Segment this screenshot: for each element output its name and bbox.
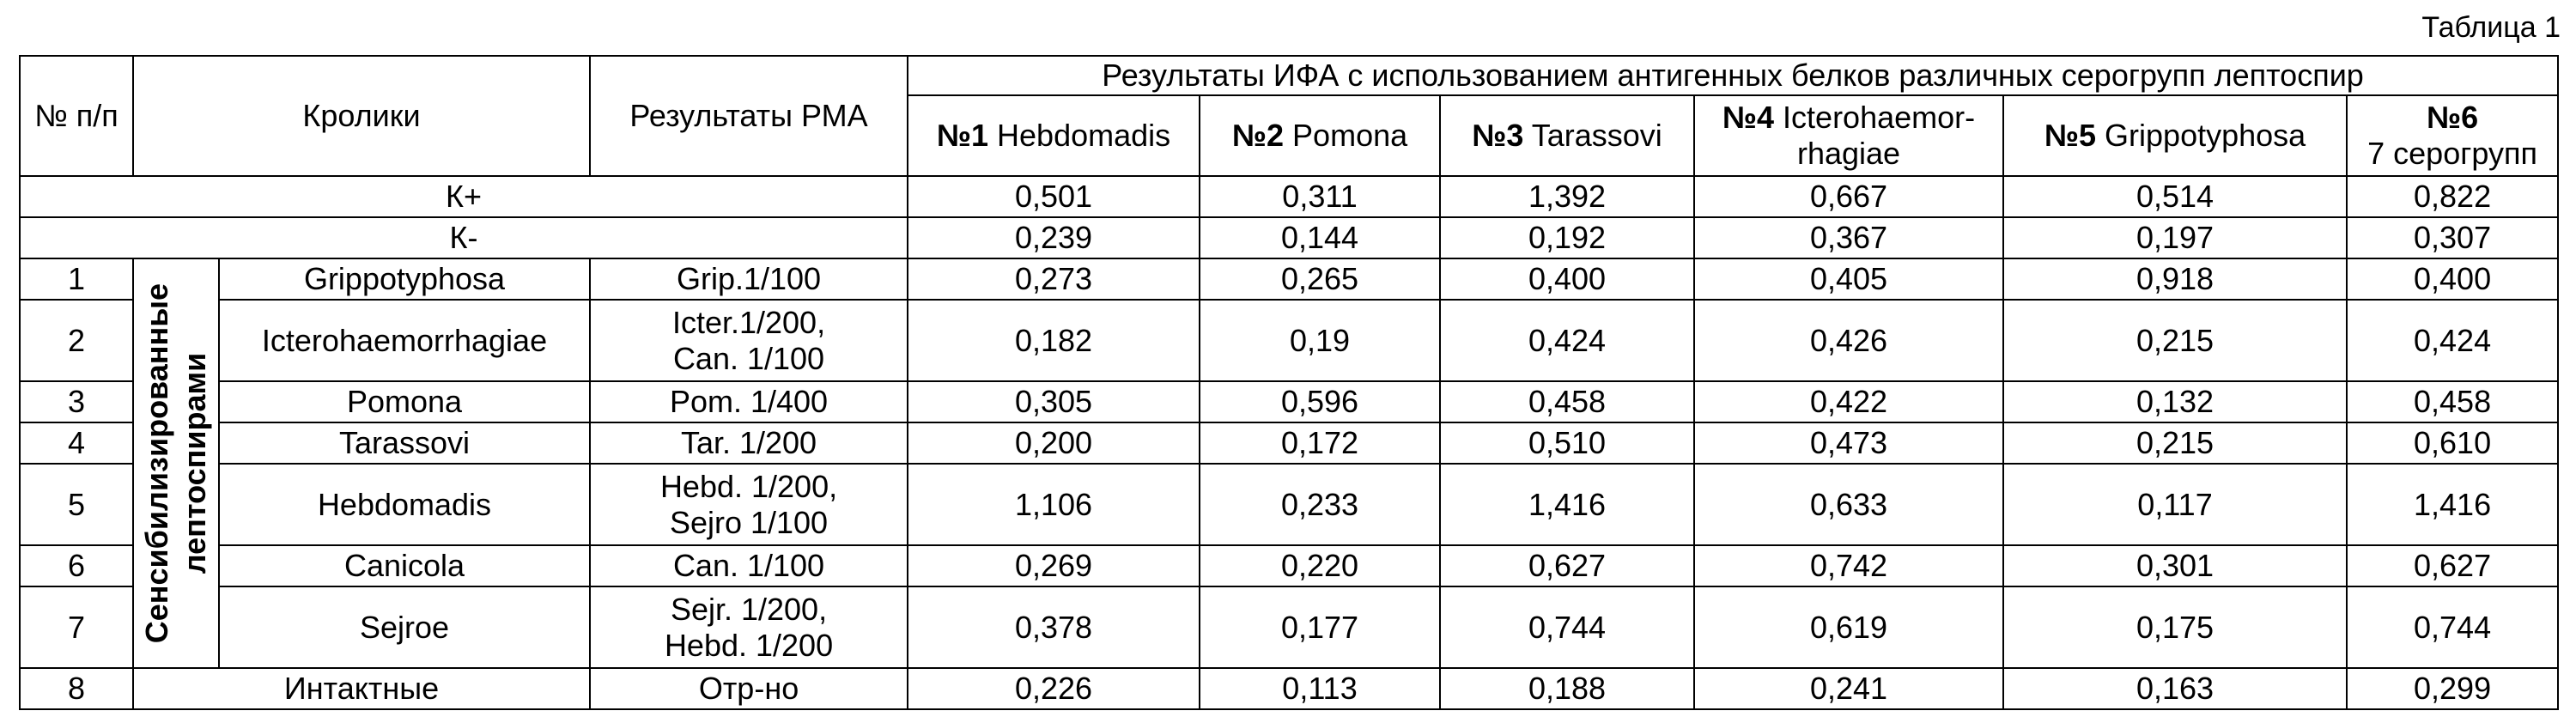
rabbit-name: Pomona [219, 381, 590, 422]
row-number: 4 [20, 422, 133, 464]
value-cell: 0,215 [2003, 300, 2347, 381]
rma-result: Sejr. 1/200, Hebd. 1/200 [590, 586, 908, 668]
row-number: 2 [20, 300, 133, 381]
value-cell: 0,742 [1694, 545, 2003, 586]
value-cell: 0,182 [908, 300, 1200, 381]
value-cell: 0,619 [1694, 586, 2003, 668]
header-col-1: №1 Hebdomadis [908, 95, 1200, 176]
rabbit-name: Sejroe [219, 586, 590, 668]
value-cell: 0,422 [1694, 381, 2003, 422]
value-cell: 0,113 [1200, 668, 1440, 709]
table-row [20, 258, 2558, 300]
value-cell: 0,239 [908, 217, 1200, 258]
value-cell: 0,458 [1440, 381, 1694, 422]
row-number: 1 [20, 258, 133, 300]
value-cell: 0,510 [1440, 422, 1694, 464]
table-row [20, 381, 2558, 422]
rabbit-name: Canicola [219, 545, 590, 586]
rma-result: Icter.1/200, Can. 1/100 [590, 300, 908, 381]
group-label: Сенсибилизированные лептоспирами [133, 258, 219, 668]
value-cell: 0,175 [2003, 586, 2347, 668]
value-cell: 0,305 [908, 381, 1200, 422]
value-cell: 0,299 [2347, 668, 2558, 709]
value-cell: 0,172 [1200, 422, 1440, 464]
value-cell: 0,220 [1200, 545, 1440, 586]
value-cell: 0,610 [2347, 422, 2558, 464]
header-col-2: №2 Pomona [1200, 95, 1440, 176]
intact-row [20, 668, 2558, 709]
value-cell: 0,473 [1694, 422, 2003, 464]
value-cell: 0,596 [1200, 381, 1440, 422]
value-cell: 0,627 [2347, 545, 2558, 586]
row-number: 5 [20, 464, 133, 545]
value-cell: 0,241 [1694, 668, 2003, 709]
row-number: 6 [20, 545, 133, 586]
value-cell: 0,633 [1694, 464, 2003, 545]
value-cell: 0,426 [1694, 300, 2003, 381]
table-row [20, 464, 2558, 545]
row-number: 3 [20, 381, 133, 422]
rma-result: Can. 1/100 [590, 545, 908, 586]
rma-result: Отр-но [590, 668, 908, 709]
value-cell: 0,192 [1440, 217, 1694, 258]
header-rabbits: Кролики [133, 56, 590, 176]
rabbit-name: Hebdomadis [219, 464, 590, 545]
value-cell: 0,424 [2347, 300, 2558, 381]
value-cell: 0,269 [908, 545, 1200, 586]
control-row-positive [20, 176, 2558, 217]
value-cell: 0,822 [2347, 176, 2558, 217]
value-cell: 0,177 [1200, 586, 1440, 668]
value-cell: 0,405 [1694, 258, 2003, 300]
header-rma: Результаты РМА [590, 56, 908, 176]
table-caption: Таблица 1 [2421, 11, 2561, 44]
value-cell: 0,265 [1200, 258, 1440, 300]
header-row-1 [20, 56, 2558, 95]
value-cell: 0,744 [2347, 586, 2558, 668]
value-cell: 0,311 [1200, 176, 1440, 217]
value-cell: 0,378 [908, 586, 1200, 668]
rma-result: Grip.1/100 [590, 258, 908, 300]
value-cell: 0,117 [2003, 464, 2347, 545]
value-cell: 0,458 [2347, 381, 2558, 422]
value-cell: 0,307 [2347, 217, 2558, 258]
value-cell: 1,416 [1440, 464, 1694, 545]
value-cell: 0,501 [908, 176, 1200, 217]
value-cell: 0,514 [2003, 176, 2347, 217]
value-cell: 0,367 [1694, 217, 2003, 258]
rabbit-name: Icterohaemorrhagiae [219, 300, 590, 381]
value-cell: 1,106 [908, 464, 1200, 545]
control-row-negative [20, 217, 2558, 258]
control-label: К- [20, 217, 908, 258]
value-cell: 0,744 [1440, 586, 1694, 668]
value-cell: 1,416 [2347, 464, 2558, 545]
header-col-4: №4 Icterohaemor- rhagiae [1694, 95, 2003, 176]
table-row [20, 545, 2558, 586]
header-num: № п/п [20, 56, 133, 176]
value-cell: 0,215 [2003, 422, 2347, 464]
value-cell: 0,132 [2003, 381, 2347, 422]
rma-result: Tar. 1/200 [590, 422, 908, 464]
value-cell: 0,188 [1440, 668, 1694, 709]
rma-result: Hebd. 1/200, Sejro 1/100 [590, 464, 908, 545]
value-cell: 0,667 [1694, 176, 2003, 217]
header-ifa: Результаты ИФА с использованием антигенных белков различных серогрупп лептоспир [908, 56, 2558, 95]
value-cell: 0,233 [1200, 464, 1440, 545]
header-col-3: №3 Tarassovi [1440, 95, 1694, 176]
value-cell: 0,144 [1200, 217, 1440, 258]
value-cell: 0,918 [2003, 258, 2347, 300]
header-col-5: №5 Grippotyphosa [2003, 95, 2347, 176]
value-cell: 0,273 [908, 258, 1200, 300]
value-cell: 0,200 [908, 422, 1200, 464]
table-row [20, 422, 2558, 464]
value-cell: 0,400 [1440, 258, 1694, 300]
rabbit-name: Tarassovi [219, 422, 590, 464]
row-number: 8 [20, 668, 133, 709]
value-cell: 0,400 [2347, 258, 2558, 300]
value-cell: 1,392 [1440, 176, 1694, 217]
rabbit-name: Grippotyphosa [219, 258, 590, 300]
value-cell: 0,627 [1440, 545, 1694, 586]
control-label: К+ [20, 176, 908, 217]
value-cell: 0,197 [2003, 217, 2347, 258]
results-table [19, 55, 2559, 710]
value-cell: 0,19 [1200, 300, 1440, 381]
table-row [20, 300, 2558, 381]
value-cell: 0,226 [908, 668, 1200, 709]
rma-result: Pom. 1/400 [590, 381, 908, 422]
value-cell: 0,301 [2003, 545, 2347, 586]
intact-label: Интактные [133, 668, 590, 709]
value-cell: 0,424 [1440, 300, 1694, 381]
value-cell: 0,163 [2003, 668, 2347, 709]
header-col-6: №6 7 серогрупп [2347, 95, 2558, 176]
table-row [20, 586, 2558, 668]
row-number: 7 [20, 586, 133, 668]
